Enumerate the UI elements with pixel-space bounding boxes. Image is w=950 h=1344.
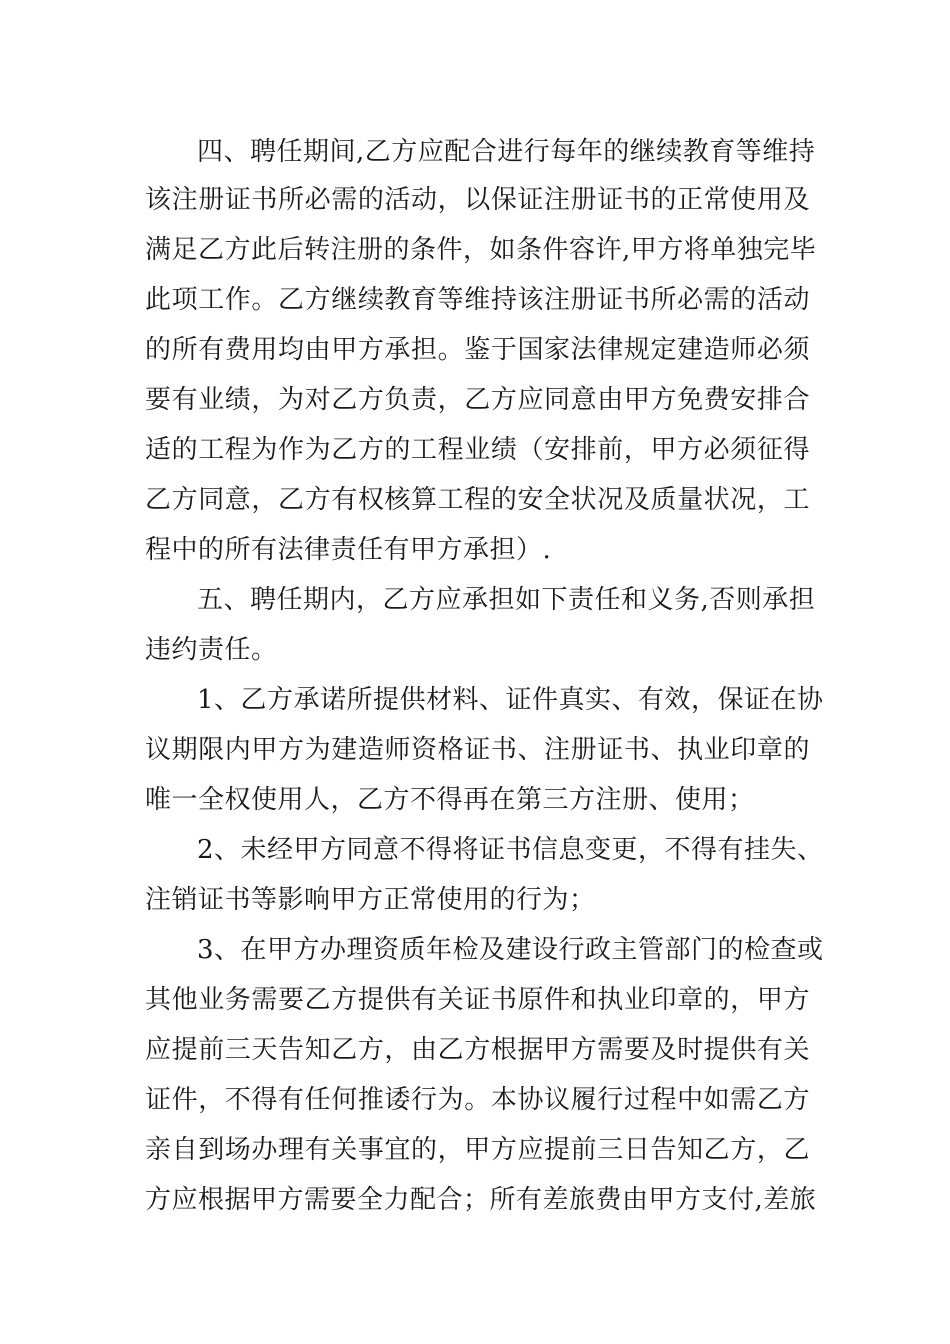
text-line-1: 四、聘任期间,乙方应配合进行每年的继续教育等维持 [197, 137, 816, 167]
text-line-11: 违约责任。 [145, 635, 278, 665]
text-line-10: 五、聘任期内，乙方应承担如下责任和义务,否则承担 [197, 585, 816, 615]
text-line-2: 该注册证书所必需的活动，以保证注册证书的正常使用及 [145, 185, 810, 215]
text-line-20: 证件，不得有任何推诿行为。本协议履行过程中如需乙方 [145, 1085, 810, 1115]
text-line-21: 亲自到场办理有关事宜的，甲方应提前三日告知乙方，乙 [145, 1135, 810, 1165]
text-line-12: 1、乙方承诺所提供材料、证件真实、有效，保证在协 [197, 685, 824, 715]
text-line-15: 2、未经甲方同意不得将证书信息变更，不得有挂失、 [197, 835, 824, 865]
text-line-9: 程中的所有法律责任有甲方承担）. [145, 535, 552, 565]
text-line-16: 注销证书等影响甲方正常使用的行为； [145, 885, 596, 915]
text-line-8: 乙方同意，乙方有权核算工程的安全状况及质量状况，工 [145, 485, 810, 515]
text-line-3: 满足乙方此后转注册的条件，如条件容许,甲方将单独完毕 [145, 235, 817, 265]
text-line-4: 此项工作。乙方继续教育等维持该注册证书所必需的活动 [145, 285, 810, 315]
text-line-13: 议期限内甲方为建造师资格证书、注册证书、执业印章的 [145, 735, 810, 765]
text-line-6: 要有业绩，为对乙方负责，乙方应同意由甲方免费安排合 [145, 385, 810, 415]
text-line-14: 唯一全权使用人，乙方不得再在第三方注册、使用； [145, 785, 755, 815]
text-line-22: 方应根据甲方需要全力配合；所有差旅费由甲方支付,差旅 [145, 1185, 817, 1215]
text-line-18: 其他业务需要乙方提供有关证书原件和执业印章的，甲方 [145, 985, 810, 1015]
text-line-5: 的所有费用均由甲方承担。鉴于国家法律规定建造师必须 [145, 335, 810, 365]
text-line-19: 应提前三天告知乙方，由乙方根据甲方需要及时提供有关 [145, 1035, 810, 1065]
text-line-7: 适的工程为作为乙方的工程业绩（安排前，甲方必须征得 [145, 435, 810, 465]
text-line-17: 3、在甲方办理资质年检及建设行政主管部门的检查或 [197, 935, 824, 965]
